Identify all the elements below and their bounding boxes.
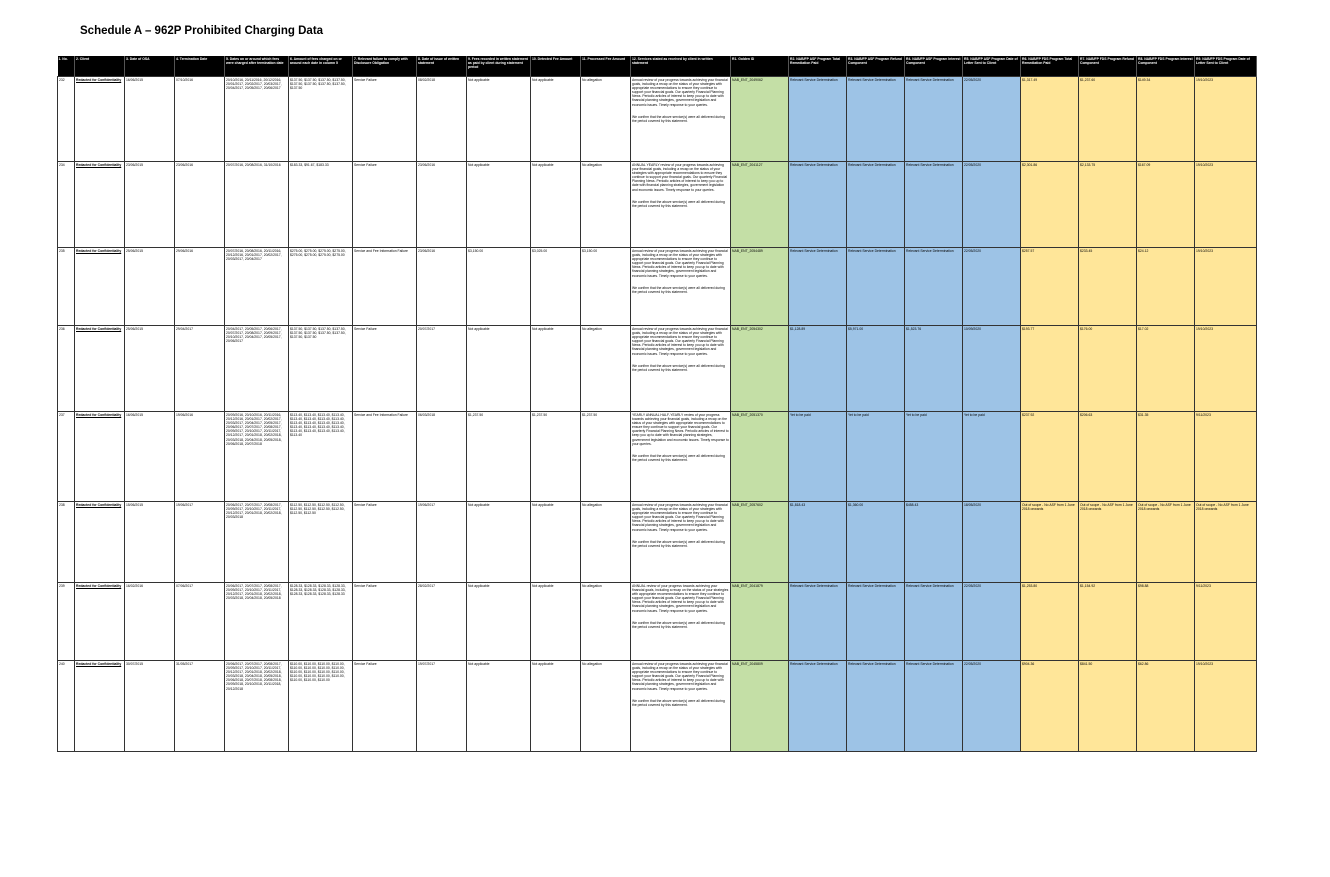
osa-date: 16/06/2015 bbox=[125, 412, 175, 502]
fee-dates: 20/04/2017, 20/05/2017, 20/06/2017, 20/07/2017, 20/08/2017, 20/09/2017, 20/10/2017, 20/04/2017, 20/05/2017, 20/06/2017 bbox=[225, 326, 289, 412]
asf-total-remediation: $1,818.43 bbox=[789, 502, 847, 583]
fds-refund-component: $206.63 bbox=[1079, 412, 1137, 502]
header-cell: 1. No. bbox=[58, 56, 75, 77]
client-name: Redacted for Confidentiality bbox=[75, 661, 125, 752]
golden-id: NAB_ENT_2057602 bbox=[731, 502, 789, 583]
header-cell: 9. Fees recorded in written statement as paid by client during statement period bbox=[467, 56, 531, 77]
client-name: Redacted for Confidentiality bbox=[75, 583, 125, 661]
fee-amounts: $183.33, $91.67, $183.33 bbox=[289, 162, 353, 248]
failure-type: Service Failure bbox=[353, 162, 417, 248]
failure-type: Service Failure bbox=[353, 583, 417, 661]
fds-letter-date: 19/10/2023 bbox=[1195, 77, 1257, 162]
asf-interest-component: Relevant Service Determination bbox=[905, 77, 963, 162]
header-cell: 8. Date of issue of written statement bbox=[417, 56, 467, 77]
asf-letter-date: Yet to be paid bbox=[963, 412, 1021, 502]
fds-refund-component: $1,237.60 bbox=[1079, 77, 1137, 162]
fee-dates: 20/06/2017, 20/07/2017, 20/08/2017, 20/09/2017, 20/10/2017, 20/11/2017, 20/12/2017, 20/01/2018, 20/02/2018, 20/03/2018, 20/04/2018, 20/05/2018, 20/06/2018, 20/07/2018, 20/08/2018, 20/09/2018, 20/10/2018, 20/11/2018, 20/12/2018 bbox=[225, 661, 289, 752]
services-text: Annual review of your progress towards achieving your financial goals, including a recap on the status of your strategies with appropriate recommendations to ensure they continue to support your financial goals. Our quarterly Financial Planning News. Periodic articles of interest to keep you up to date with financial planning strategies, government legislation and economic issues. Timely response to your queries. bbox=[632, 662, 728, 691]
fees-recorded: Not applicable bbox=[467, 162, 531, 248]
asf-total-remediation: Relevant Service Determination bbox=[789, 248, 847, 326]
osa-date: 16/06/2015 bbox=[125, 77, 175, 162]
processed-fee: No allegation bbox=[581, 583, 631, 661]
termination-date: 31/05/2017 bbox=[175, 661, 225, 752]
osa-date: 16/02/2016 bbox=[125, 583, 175, 661]
table-row bbox=[58, 412, 1257, 502]
services-text: ANNUAL review of your progress towards achieving your financial goals, including a recap on the status of your strategies with appropriate recommendations to ensure they continue to support your financial goals. Our quarterly Financial Planning News. Periodic articles of interest to keep you up to date with financial planning strategies, government legislation and economic issues. Timely response to your queries. bbox=[632, 584, 729, 613]
asf-refund-component: $5,971.00 bbox=[847, 326, 905, 412]
header-cell: 7. Relevant failure to comply with Disclosure Obligation bbox=[353, 56, 417, 77]
termination-date: 19/06/2016 bbox=[175, 412, 225, 502]
fds-letter-date: Out of scope - No ASF from 1 June 2018 onwards bbox=[1195, 502, 1257, 583]
statement-date: 08/02/2018 bbox=[417, 77, 467, 162]
row-number: 235 bbox=[58, 248, 75, 326]
services-stated bbox=[631, 583, 731, 661]
asf-refund-component: Yet to be paid bbox=[847, 412, 905, 502]
statement-date: 06/03/2018 bbox=[417, 412, 467, 502]
fee-dates: 20/07/2016, 20/08/2016, 31/10/2016 bbox=[225, 162, 289, 248]
services-text: ANNUAL YEARLY review of your progress towards achieving your financial goals, including a recap on the status of your strategies with appropriate recommendations to ensure they continue to support your financial goals. Our quarterly Financial Planning News. Periodic articles of interest to keep you up to date with financial planning strategies, government legislation and economic issues. Timely response to your queries. bbox=[632, 163, 727, 192]
fds-total-remediation: Out of scope - No ASF from 1 June 2018 onwards bbox=[1021, 502, 1079, 583]
asf-interest-component: Yet to be paid bbox=[905, 412, 963, 502]
header-cell: 3. Date of OSA bbox=[125, 56, 175, 77]
fee-dates: 20/10/2016, 20/11/2016, 20/12/2016, 20/01/2017, 20/02/2017, 20/03/2017, 20/04/2017, 20/05/2017, 20/06/2017 bbox=[225, 77, 289, 162]
row-number: 237 bbox=[58, 412, 75, 502]
header-row bbox=[58, 56, 1257, 77]
row-number: 238 bbox=[58, 502, 75, 583]
services-stated bbox=[631, 412, 731, 502]
asf-interest-component: $458.43 bbox=[905, 502, 963, 583]
row-number: 234 bbox=[58, 162, 75, 248]
termination-date: 29/06/2016 bbox=[175, 248, 225, 326]
processed-fee: No allegation bbox=[581, 162, 631, 248]
fees-recorded: Not applicable bbox=[467, 77, 531, 162]
header-cell: R3. NAB/FP ASF Program Refund Component bbox=[847, 56, 905, 77]
services-stated bbox=[631, 502, 731, 583]
fees-recorded: Not applicable bbox=[467, 661, 531, 752]
fds-total-remediation: $1,253.80 bbox=[1021, 583, 1079, 661]
detected-fee: Not applicable bbox=[531, 583, 581, 661]
fds-interest-component: $149.34 bbox=[1137, 77, 1195, 162]
fds-interest-component: $24.12 bbox=[1137, 248, 1195, 326]
termination-date: 07/06/2017 bbox=[175, 583, 225, 661]
termination-date: 23/06/2016 bbox=[175, 162, 225, 248]
asf-total-remediation: $1,128.89 bbox=[789, 326, 847, 412]
header-cell: 11. Processed Fee Amount bbox=[581, 56, 631, 77]
fds-total-remediation: $193.77 bbox=[1021, 326, 1079, 412]
services-confirmation: We confirm that the above service(s) were all delivered during the period covered by this statement. bbox=[632, 363, 725, 372]
services-confirmation: We confirm that the above service(s) were all delivered during the period covered by this statement. bbox=[632, 114, 725, 123]
asf-refund-component: Relevant Service Determination bbox=[847, 77, 905, 162]
fds-refund-component: Out of scope - No ASF from 1 June 2018 onwards bbox=[1079, 502, 1137, 583]
asf-total-remediation: Relevant Service Determination bbox=[789, 661, 847, 752]
fds-refund-component: $841.50 bbox=[1079, 661, 1137, 752]
services-confirmation: We confirm that the above service(s) were all delivered during the period covered by this statement. bbox=[632, 453, 725, 462]
asf-letter-date: 22/05/2020 bbox=[963, 583, 1021, 661]
fees-recorded: Not applicable bbox=[467, 326, 531, 412]
fds-refund-component: $2,133.75 bbox=[1079, 162, 1137, 248]
header-cell: 10. Detected Fee Amount bbox=[531, 56, 581, 77]
header-cell: R7. NAB/FP FDS Program Refund Component bbox=[1079, 56, 1137, 77]
asf-letter-date: 10/09/2020 bbox=[963, 326, 1021, 412]
table-row bbox=[58, 502, 1257, 583]
fds-interest-component: $62.86 bbox=[1137, 661, 1195, 752]
header-cell: R8. NAB/FP FDS Program Interest Component bbox=[1137, 56, 1195, 77]
fee-dates: 20/06/2017, 20/07/2017, 20/08/2017, 20/09/2017, 20/10/2017, 20/11/2017, 20/12/2017, 20/01/2018, 20/02/2018, 20/03/2018, 20/04/2018, 20/05/2018 bbox=[225, 583, 289, 661]
fds-refund-component: $1,154.92 bbox=[1079, 583, 1137, 661]
fee-amounts: $112.50, $112.50, $112.50, $112.50, $112.50, $112.50, $112.50, $112.50, $112.50, $112.50 bbox=[289, 502, 353, 583]
client-name: Redacted for Confidentiality bbox=[75, 326, 125, 412]
asf-interest-component: Relevant Service Determination bbox=[905, 583, 963, 661]
services-stated bbox=[631, 77, 731, 162]
statement-date: 19/07/2017 bbox=[417, 661, 467, 752]
fees-recorded: Not applicable bbox=[467, 502, 531, 583]
row-number: 239 bbox=[58, 583, 75, 661]
fee-dates: 20/07/2016, 20/08/2016, 20/11/2016, 20/12/2016, 20/01/2017, 20/02/2017, 20/03/2017, 20/04/2017 bbox=[225, 248, 289, 326]
detected-fee: $1,237.50 bbox=[531, 412, 581, 502]
detected-fee: Not applicable bbox=[531, 502, 581, 583]
services-stated bbox=[631, 326, 731, 412]
header-cell: R2. NAB/FP ASF Program Total Remediation Paid bbox=[789, 56, 847, 77]
schedule-table bbox=[57, 56, 1257, 752]
fds-interest-component: $17.02 bbox=[1137, 326, 1195, 412]
fee-amounts: $113.40, $113.40, $113.40, $113.40, $113.40, $113.40, $113.40, $113.40, $113.40, $113.40, $113.40, $113.40, $113.40, $113.40, $113.40, $113.40, $113.40, $113.40, $113.40, $113.40, $113.40 bbox=[289, 412, 353, 502]
table-row bbox=[58, 583, 1257, 661]
client-name: Redacted for Confidentiality bbox=[75, 248, 125, 326]
services-confirmation: We confirm that the above service(s) were all delivered during the period covered by this statement. bbox=[632, 539, 725, 548]
failure-type: Service and Fee Information Failure bbox=[353, 248, 417, 326]
asf-refund-component: Relevant Service Determination bbox=[847, 583, 905, 661]
asf-interest-component: Relevant Service Determination bbox=[905, 661, 963, 752]
fee-amounts: $137.50, $137.50, $137.50, $137.50, $137.50, $137.50, $137.50, $137.50, $137.50, $137.50 bbox=[289, 326, 353, 412]
services-text: Annual review of your progress towards achieving your financial goals, including a recap on the status of your strategies with appropriate recommendations to ensure they continue to support your financial goals. Our quarterly Financial Planning News. Periodic articles of interest to keep you up to date with financial planning strategies, government legislation and economic issues. Timely response to your queries. bbox=[632, 327, 728, 356]
table-row bbox=[58, 326, 1257, 412]
fee-amounts: $137.50, $137.50, $137.50, $137.50, $137.50, $137.50, $137.50, $137.50, $137.50 bbox=[289, 77, 353, 162]
statement-date: 28/02/2017 bbox=[417, 583, 467, 661]
services-stated bbox=[631, 162, 731, 248]
asf-refund-component: Relevant Service Determination bbox=[847, 248, 905, 326]
failure-type: Service Failure bbox=[353, 77, 417, 162]
table-row bbox=[58, 162, 1257, 248]
asf-interest-component: $1,523.76 bbox=[905, 326, 963, 412]
asf-total-remediation: Relevant Service Determination bbox=[789, 77, 847, 162]
services-text: Annual review of your progress towards achieving your financial goals, including a recap on the status of your strategies with appropriate recommendations to ensure they continue to support your financial goals. Our quarterly Financial Planning News. Periodic articles of interest to keep you up to date with financial planning strategies, government legislation and economic issues. Timely response to your queries. bbox=[632, 249, 728, 278]
services-confirmation: We confirm that the above service(s) were all delivered during the period covered by this statement. bbox=[632, 698, 725, 707]
services-confirmation: We confirm that the above service(s) were all delivered during the period covered by this statement. bbox=[632, 199, 725, 208]
fees-recorded: Not applicable bbox=[467, 583, 531, 661]
asf-letter-date: 22/05/2020 bbox=[963, 661, 1021, 752]
golden-id: NAB_ENT_2054302 bbox=[731, 326, 789, 412]
failure-type: Service Failure bbox=[353, 661, 417, 752]
statement-date: 19/06/2017 bbox=[417, 502, 467, 583]
fee-dates: 20/09/2016, 20/10/2016, 20/11/2016, 20/12/2016, 20/01/2017, 20/02/2017, 20/03/2017, 20/04/2017, 20/05/2017, 20/06/2017, 20/07/2017, 20/08/2017, 20/09/2017, 20/10/2017, 20/11/2017, 20/12/2017, 20/01/2018, 20/02/2018, 20/03/2018, 20/04/2018, 20/05/2018, 20/06/2018, 20/07/2018 bbox=[225, 412, 289, 502]
processed-fee: No allegation bbox=[581, 502, 631, 583]
client-name: Redacted for Confidentiality bbox=[75, 77, 125, 162]
fds-interest-component: $31.35 bbox=[1137, 412, 1195, 502]
failure-type: Service Failure bbox=[353, 326, 417, 412]
fds-letter-date: 19/10/2023 bbox=[1195, 248, 1257, 326]
fds-letter-date: 9/11/2023 bbox=[1195, 412, 1257, 502]
termination-date: 07/10/2016 bbox=[175, 77, 225, 162]
detected-fee: $3,025.00 bbox=[531, 248, 581, 326]
osa-date: 25/06/2015 bbox=[125, 248, 175, 326]
osa-date: 15/06/2015 bbox=[125, 502, 175, 583]
asf-interest-component: Relevant Service Determination bbox=[905, 248, 963, 326]
processed-fee: No allegation bbox=[581, 661, 631, 752]
asf-refund-component: Relevant Service Determination bbox=[847, 162, 905, 248]
asf-letter-date: 18/05/2020 bbox=[963, 502, 1021, 583]
asf-total-remediation: Relevant Service Determination bbox=[789, 583, 847, 661]
statement-date: 23/06/2016 bbox=[417, 162, 467, 248]
fee-amounts: $128.33, $128.33, $128.33, $128.33, $128.33, $128.33, $128.33, $128.33, $128.33, $128.33, $128.33, $128.33 bbox=[289, 583, 353, 661]
fds-total-remediation: $2,301.86 bbox=[1021, 162, 1079, 248]
header-cell: R5. NAB/FP ASF Program Date of Letter Sent to Client bbox=[963, 56, 1021, 77]
fees-recorded: $1,237.50 bbox=[467, 412, 531, 502]
asf-letter-date: 22/05/2020 bbox=[963, 248, 1021, 326]
client-name: Redacted for Confidentiality bbox=[75, 162, 125, 248]
services-confirmation: We confirm that the above service(s) were all delivered during the period covered by this statement. bbox=[632, 620, 725, 629]
fds-letter-date: 19/10/2023 bbox=[1195, 326, 1257, 412]
fds-letter-date: 19/10/2023 bbox=[1195, 661, 1257, 752]
fds-interest-component: Out of scope - No ASF from 1 June 2018 onwards bbox=[1137, 502, 1195, 583]
header-cell: 2. Client bbox=[75, 56, 125, 77]
page-title: Schedule A – 962P Prohibited Charging Data bbox=[80, 25, 324, 37]
asf-total-remediation: Yet to be paid bbox=[789, 412, 847, 502]
fee-amounts: $275.00, $275.00, $275.00, $275.00, $275.00, $275.00, $275.00, $275.00 bbox=[289, 248, 353, 326]
services-stated bbox=[631, 248, 731, 326]
fds-letter-date: 19/10/2023 bbox=[1195, 162, 1257, 248]
services-text: Annual review of your progress towards achieving your financial goals, including a recap on the status of your strategies with appropriate recommendations to ensure they continue to support your financial goals. Our quarterly Financial Planning News. Periodic articles of interest to keep you up to date with financial planning strategies, government legislation and economic issues. Timely response to your queries. bbox=[632, 78, 728, 107]
golden-id: NAB_ENT_2054489 bbox=[731, 248, 789, 326]
processed-fee: $3,150.00 bbox=[581, 248, 631, 326]
services-text: Annual review of your progress towards achieving your financial goals, including a recap on the status of your strategies with appropriate recommendations to ensure they continue to support your financial goals. Our quarterly Financial Planning News. Periodic articles of interest to keep you up to date with financial planning strategies, government legislation and economic issues. Timely response to your queries. bbox=[632, 503, 728, 532]
services-text: YEARLY ANNUAL HALF-YEARLY review of your progress towards achieving your financial goals, including a recap on the status of your strategies with appropriate recommendations to ensure they continue to support your financial goals. Our quarterly Financial Planning News. Periodic articles of interest to keep you up to date with financial planning strategies, government legislation and economic issues. Timely response to your queries. bbox=[632, 413, 729, 446]
asf-total-remediation: Relevant Service Determination bbox=[789, 162, 847, 248]
header-cell: R1. Golden ID bbox=[731, 56, 789, 77]
processed-fee: No allegation bbox=[581, 77, 631, 162]
fds-letter-date: 9/11/2023 bbox=[1195, 583, 1257, 661]
failure-type: Service and Fee Information Failure bbox=[353, 412, 417, 502]
header-cell: 6. Amount of fees charged on or around each date in column 5 bbox=[289, 56, 353, 77]
osa-date: 23/06/2015 bbox=[125, 162, 175, 248]
osa-date: 30/07/2015 bbox=[125, 661, 175, 752]
client-name: Redacted for Confidentiality bbox=[75, 412, 125, 502]
termination-date: 19/06/2017 bbox=[175, 502, 225, 583]
termination-date: 29/04/2017 bbox=[175, 326, 225, 412]
detected-fee: Not applicable bbox=[531, 77, 581, 162]
processed-fee: No allegation bbox=[581, 326, 631, 412]
golden-id: NAB_ENT_2041127 bbox=[731, 162, 789, 248]
osa-date: 25/06/2015 bbox=[125, 326, 175, 412]
header-cell: 5. Dates on or around which fees were charged after termination date bbox=[225, 56, 289, 77]
failure-type: Service Failure bbox=[353, 502, 417, 583]
golden-id: NAB_ENT_2049062 bbox=[731, 77, 789, 162]
fds-interest-component: $98.88 bbox=[1137, 583, 1195, 661]
fds-total-remediation: $1,317.49 bbox=[1021, 77, 1079, 162]
fds-total-remediation: $257.57 bbox=[1021, 248, 1079, 326]
detected-fee: Not applicable bbox=[531, 661, 581, 752]
fee-dates: 20/06/2017, 20/07/2017, 20/08/2017, 20/09/2017, 20/10/2017, 20/11/2017, 20/12/2017, 20/01/2018, 20/02/2018, 20/03/2018 bbox=[225, 502, 289, 583]
fds-total-remediation: $237.92 bbox=[1021, 412, 1079, 502]
golden-id: NAB_ENT_2041879 bbox=[731, 583, 789, 661]
header-cell: R9. NAB/FP FDS Program Date of Letter Sent to Client bbox=[1195, 56, 1257, 77]
asf-letter-date: 22/05/2020 bbox=[963, 77, 1021, 162]
row-number: 232 bbox=[58, 77, 75, 162]
fds-refund-component: $233.45 bbox=[1079, 248, 1137, 326]
golden-id: NAB_ENT_2051370 bbox=[731, 412, 789, 502]
fds-refund-component: $176.00 bbox=[1079, 326, 1137, 412]
header-cell: R6. NAB/FP FDS Program Total Remediation Paid bbox=[1021, 56, 1079, 77]
services-stated bbox=[631, 661, 731, 752]
services-confirmation: We confirm that the above service(s) were all delivered during the period covered by this statement. bbox=[632, 285, 725, 294]
asf-refund-component: Relevant Service Determination bbox=[847, 661, 905, 752]
asf-refund-component: $1,360.00 bbox=[847, 502, 905, 583]
detected-fee: Not applicable bbox=[531, 162, 581, 248]
client-name: Redacted for Confidentiality bbox=[75, 502, 125, 583]
statement-date: 20/07/2017 bbox=[417, 326, 467, 412]
row-number: 240 bbox=[58, 661, 75, 752]
fds-total-remediation: $904.36 bbox=[1021, 661, 1079, 752]
table-row bbox=[58, 248, 1257, 326]
table-row bbox=[58, 661, 1257, 752]
header-cell: 12. Services stated as received by client in written statement bbox=[631, 56, 731, 77]
statement-date: 23/06/2016 bbox=[417, 248, 467, 326]
table-row bbox=[58, 77, 1257, 162]
asf-interest-component: Relevant Service Determination bbox=[905, 162, 963, 248]
golden-id: NAB_ENT_2045809 bbox=[731, 661, 789, 752]
fees-recorded: $3,150.00 bbox=[467, 248, 531, 326]
fee-amounts: $110.00, $110.00, $110.00, $110.00, $110.00, $110.00, $110.00, $110.00, $110.00, $110.00, $110.00, $110.00, $110.00, $110.00, $110.00, $110.00, $110.00, $110.00, $110.00 bbox=[289, 661, 353, 752]
asf-letter-date: 22/05/2020 bbox=[963, 162, 1021, 248]
header-cell: 4. Termination Date bbox=[175, 56, 225, 77]
fds-interest-component: $167.09 bbox=[1137, 162, 1195, 248]
row-number: 236 bbox=[58, 326, 75, 412]
detected-fee: Not applicable bbox=[531, 326, 581, 412]
processed-fee: $1,237.50 bbox=[581, 412, 631, 502]
header-cell: R4. NAB/FP ASF Program Interest Component bbox=[905, 56, 963, 77]
